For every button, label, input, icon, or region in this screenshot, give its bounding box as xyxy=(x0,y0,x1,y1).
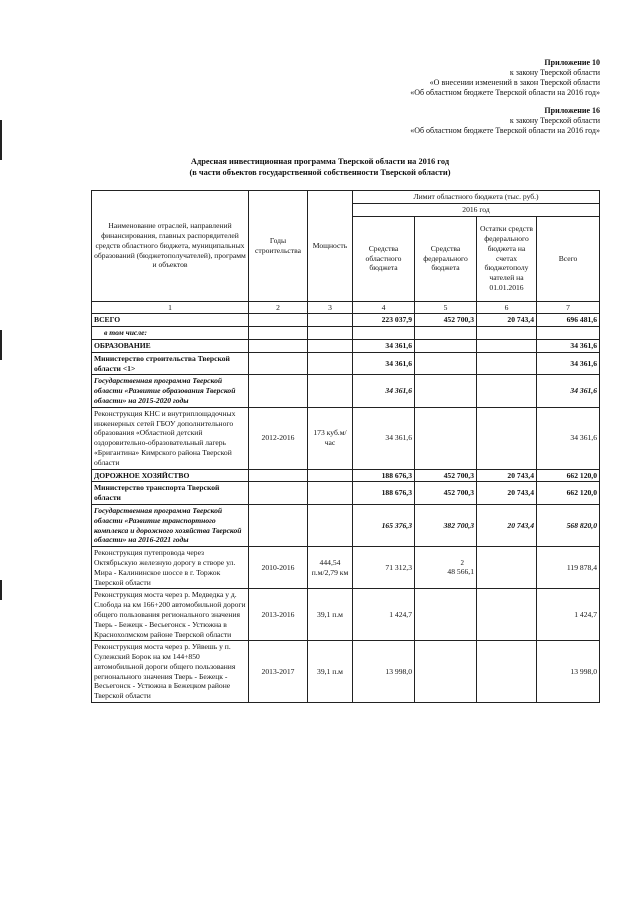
header-capacity: Мощность xyxy=(308,191,353,302)
document-title xyxy=(0,157,640,178)
document-title-line: Адресная инвестиционная программа Тверской области на 2016 год xyxy=(190,157,450,166)
row-remainder xyxy=(477,352,537,375)
appendix-16-block xyxy=(410,106,600,136)
appendix-10-title: Приложение 10 xyxy=(544,58,600,67)
row-federal: 452 700,3 xyxy=(415,314,477,327)
header-regional: Средства областного бюджета xyxy=(353,216,415,301)
row-capacity xyxy=(308,482,353,505)
row-total: 662 120,0 xyxy=(537,469,600,482)
row-name: ВСЕГО xyxy=(92,314,249,327)
table-row xyxy=(92,547,600,589)
row-regional: 1 424,7 xyxy=(353,589,415,641)
table-row xyxy=(92,327,600,340)
appendix-10-line: к закону Тверской области xyxy=(509,68,600,77)
row-capacity: 39,1 п.м xyxy=(308,589,353,641)
investment-program-table xyxy=(91,190,600,703)
row-capacity xyxy=(308,504,353,546)
row-federal: 48 566,1 xyxy=(447,566,474,576)
header-name: Наименование отраслей, направлений финансирования, главных распорядителей средств областного бюджета, муниципальных образований (бюджетополучателей), программ и объектов xyxy=(92,191,249,302)
row-total: 34 361,6 xyxy=(537,375,600,407)
table-row xyxy=(92,589,600,641)
row-years: 2013-2016 xyxy=(249,589,308,641)
appendix-16-line: к закону Тверской области xyxy=(509,116,600,125)
col-number: 2 xyxy=(249,301,308,314)
table-row xyxy=(92,407,600,469)
row-regional xyxy=(353,327,415,340)
row-total: 696 481,6 xyxy=(537,314,600,327)
header-total: Всего xyxy=(537,216,600,301)
row-capacity: 444,54 п.м/2,79 км xyxy=(308,547,353,589)
row-capacity xyxy=(308,339,353,352)
scan-edge-line xyxy=(0,330,2,360)
row-years: 2013-2017 xyxy=(249,641,308,703)
row-regional: 13 998,0 xyxy=(353,641,415,703)
row-remainder xyxy=(477,407,537,469)
row-name: Государственная программа Тверской области «Развитие образования Тверской области» на 2015-2020 годы xyxy=(92,375,249,407)
row-total xyxy=(537,327,600,340)
row-capacity xyxy=(308,352,353,375)
row-federal xyxy=(415,327,477,340)
row-remainder: 20 743,4 xyxy=(477,314,537,327)
row-remainder: 20 743,4 xyxy=(477,469,537,482)
appendix-16-line: «Об областном бюджете Тверской области на 2016 год» xyxy=(410,126,600,135)
row-remainder xyxy=(477,375,537,407)
row-federal: 382 700,3 xyxy=(415,504,477,546)
col-number: 4 xyxy=(353,301,415,314)
row-federal xyxy=(415,375,477,407)
appendix-16-title: Приложение 16 xyxy=(544,106,600,115)
row-years xyxy=(249,375,308,407)
row-remainder xyxy=(477,339,537,352)
row-total: 34 361,6 xyxy=(537,339,600,352)
table-row xyxy=(92,375,600,407)
header-year: 2016 год xyxy=(353,203,600,216)
row-regional: 34 361,6 xyxy=(353,407,415,469)
col-number: 1 xyxy=(92,301,249,314)
row-years: 2010-2016 xyxy=(249,547,308,589)
row-name: ДОРОЖНОЕ ХОЗЯЙСТВО xyxy=(92,469,249,482)
row-capacity xyxy=(308,469,353,482)
row-name: в том числе: xyxy=(92,327,249,340)
row-total: 34 361,6 xyxy=(537,352,600,375)
row-federal: 452 700,3 xyxy=(415,469,477,482)
row-capacity xyxy=(308,314,353,327)
row-years xyxy=(249,339,308,352)
document-title-line: (в части объектов государственной собственности Тверской области) xyxy=(189,167,451,177)
row-years xyxy=(249,327,308,340)
scan-edge-line xyxy=(0,120,2,160)
row-remainder: 20 743,4 xyxy=(477,482,537,505)
row-total: 662 120,0 xyxy=(537,482,600,505)
row-regional: 34 361,6 xyxy=(353,352,415,375)
row-name: Реконструкция КНС и внутриплощадочных инженерных сетей ГБОУ дополнительного образования «Областной детский оздоровительно-образовательный лагерь «Бригантина» Кимрского района Тверской области xyxy=(92,407,249,469)
footnote-marker: 2 xyxy=(460,558,464,567)
row-remainder xyxy=(477,547,537,589)
table-row xyxy=(92,352,600,375)
col-number: 3 xyxy=(308,301,353,314)
row-name: Реконструкция моста через р. Медведка у д. Слобода на км 166+200 автомобильной дороги общего пользования регионального значения Тверь - Бежецк - Весьегонск - Устюжна в Краснохолмском районе Тверской области xyxy=(92,589,249,641)
table-row xyxy=(92,314,600,327)
row-federal xyxy=(415,339,477,352)
row-name: ОБРАЗОВАНИЕ xyxy=(92,339,249,352)
row-federal-cell xyxy=(415,547,477,589)
row-federal xyxy=(415,641,477,703)
row-regional: 71 312,3 xyxy=(353,547,415,589)
table-row xyxy=(92,339,600,352)
row-years xyxy=(249,469,308,482)
col-number: 5 xyxy=(415,301,477,314)
appendix-10-block xyxy=(410,58,600,98)
row-federal xyxy=(415,352,477,375)
table-row xyxy=(92,482,600,505)
header-years: Годы строительства xyxy=(249,191,308,302)
row-regional: 223 037,9 xyxy=(353,314,415,327)
row-regional: 165 376,3 xyxy=(353,504,415,546)
table-row xyxy=(92,641,600,703)
row-years xyxy=(249,352,308,375)
row-remainder xyxy=(477,641,537,703)
header-federal: Средства федерального бюджета xyxy=(415,216,477,301)
col-number: 7 xyxy=(537,301,600,314)
row-regional: 188 676,3 xyxy=(353,469,415,482)
col-number: 6 xyxy=(477,301,537,314)
row-years: 2012-2016 xyxy=(249,407,308,469)
row-name: Реконструкция моста через р. Уйвешь у п. Сулежский Борок на км 144+850 автомобильной дороги общего пользования регионального значения Тверь - Бежецк - Весьегонск - Устюжна в Бежецком районе Тверской области xyxy=(92,641,249,703)
table-row xyxy=(92,469,600,482)
row-regional: 34 361,6 xyxy=(353,375,415,407)
row-regional: 188 676,3 xyxy=(353,482,415,505)
row-capacity xyxy=(308,375,353,407)
row-federal xyxy=(415,407,477,469)
row-total: 1 424,7 xyxy=(537,589,600,641)
row-remainder xyxy=(477,327,537,340)
scan-edge-line xyxy=(0,580,2,600)
appendix-10-line: «Об областном бюджете Тверской области на 2016 год» xyxy=(410,88,600,97)
row-years xyxy=(249,482,308,505)
row-name: Государственная программа Тверской области «Развитие транспортного комплекса и дорожного хозяйства Тверской области» на 2016-2021 годы xyxy=(92,504,249,546)
appendix-10-line: «О внесении изменений в закон Тверской области xyxy=(429,78,600,87)
row-federal: 452 700,3 xyxy=(415,482,477,505)
row-total: 568 820,0 xyxy=(537,504,600,546)
row-remainder xyxy=(477,589,537,641)
header-remainder: Остатки средств федерального бюджета на счетах бюджетополу чателей на 01.01.2016 xyxy=(477,216,537,301)
table-row xyxy=(92,504,600,546)
header-limit: Лимит областного бюджета (тыс. руб.) xyxy=(353,191,600,204)
row-years xyxy=(249,504,308,546)
row-capacity xyxy=(308,327,353,340)
row-years xyxy=(249,314,308,327)
row-regional: 34 361,6 xyxy=(353,339,415,352)
row-federal xyxy=(415,589,477,641)
row-total: 34 361,6 xyxy=(537,407,600,469)
row-name: Министерство транспорта Тверской области xyxy=(92,482,249,505)
row-capacity: 173 куб.м/час xyxy=(308,407,353,469)
row-remainder: 20 743,4 xyxy=(477,504,537,546)
row-name: Реконструкция путепровода через Октябрьскую железную дорогу в створе ул. Мира - Калининское шоссе в г. Торжок Тверской области xyxy=(92,547,249,589)
row-capacity: 39,1 п.м xyxy=(308,641,353,703)
row-total: 13 998,0 xyxy=(537,641,600,703)
row-total: 119 878,4 xyxy=(537,547,600,589)
row-name: Министерство строительства Тверской области <1> xyxy=(92,352,249,375)
